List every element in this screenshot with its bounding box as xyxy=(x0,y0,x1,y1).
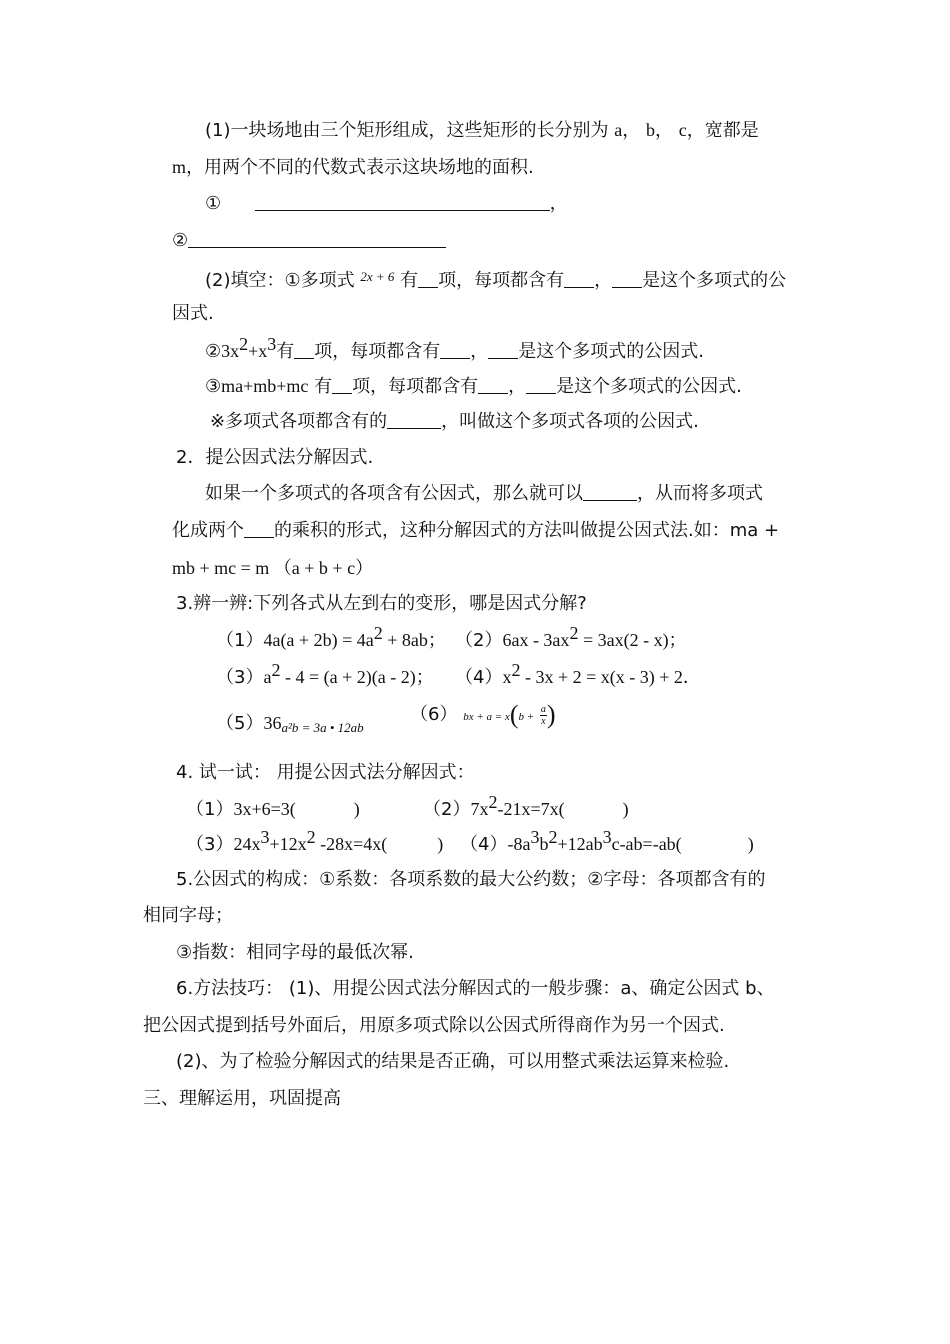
identify-row-2: $(3)a^2 - 4 = (a + 2)(a - 2)$； xyxy=(216,660,434,688)
answer-blank-2[interactable] xyxy=(188,229,446,248)
blank-definition-1[interactable] xyxy=(583,482,637,501)
fill-in-2: $②3x^2+x^3$有 项，每项都含有 ， 是这个多项式的公因式. xyxy=(205,334,705,362)
definition-line-1: 如果一个多项式的各项含有公因式，那么就可以 ，从而将多项式 xyxy=(205,483,763,504)
composition-line-3: ③指数：相同字母的最低次幂. xyxy=(176,942,414,963)
identify-row-1: $(1)4a(a + 2b) = 4a^2 + 8ab$； xyxy=(216,623,446,651)
fill-in-1: (2)填空：①多项式 $^{2x + 6}$ 有 项，每项都含有 ， 是这个多项式的公 xyxy=(205,269,787,291)
try-row-1: （1）3x+6=3( ) xyxy=(186,799,360,820)
blank-terms-3[interactable] xyxy=(332,375,352,394)
blank-common-1[interactable] xyxy=(612,269,642,288)
answer-line-2: ② xyxy=(172,229,446,253)
identify-row-3: （5）36a²b = 3a • 12ab xyxy=(216,713,364,735)
definition-example: mb + mc = m （a + b + c） xyxy=(172,558,374,578)
composition-line-2: 相同字母； xyxy=(143,905,233,926)
try-row-1b: $(2)7x^2-21x=7x$( ) xyxy=(423,792,629,820)
blank-contains-3[interactable] xyxy=(478,375,508,394)
fraction-a-over-x: $\frac{a}{x}$ xyxy=(540,703,546,727)
try-row-2: $(3)24x^3+12x^2$ -28x=4x( ) xyxy=(186,827,444,855)
blank-terms-2[interactable] xyxy=(294,340,314,359)
blank-note[interactable] xyxy=(387,410,441,429)
section-title-2: 2．提公因式法分解因式. xyxy=(176,447,374,468)
blank-common-2[interactable] xyxy=(488,340,518,359)
try-row-2b: $(4)-8a^3b^2+12ab^3c-ab=-ab$( ) xyxy=(460,827,754,855)
method-line-3: (2)、为了检验分解因式的结果是否正确，可以用整式乘法运算来检验. xyxy=(176,1051,730,1072)
identify-row-2b: $(4)x^2 - 3x + 2 = x(x - 3) + 2$． xyxy=(455,660,701,688)
problem-1-line-1: (1)一块场地由三个矩形组成，这些矩形的长分别为 a， b， c，宽都是 xyxy=(205,120,759,141)
fill-in-3: ③ma+mb+mc 有 项，每项都含有 ， 是这个多项式的公因式. xyxy=(205,376,742,397)
blank-definition-2[interactable] xyxy=(244,519,274,538)
identify-row-1b: $(2)6ax - 3ax^2 = 3ax(2 - x)$； xyxy=(455,623,687,651)
answer-line-1: ① ， xyxy=(205,193,568,214)
composition-line-1: 5.公因式的构成：①系数：各项系数的最大公约数；②字母：各项都含有的 xyxy=(176,869,766,890)
blank-contains-1[interactable] xyxy=(564,269,594,288)
problem-1-line-2: m，用两个不同的代数式表示这块场地的面积. xyxy=(172,157,534,178)
blank-common-3[interactable] xyxy=(526,375,556,394)
answer-blank-1[interactable] xyxy=(255,192,550,211)
blank-terms-1[interactable] xyxy=(418,269,438,288)
method-line-2: 把公因式提到括号外面后，用原多项式除以公因式所得商作为另一个因式. xyxy=(143,1015,725,1036)
common-factor-note: ※多项式各项都含有的 ，叫做这个多项式各项的公因式. xyxy=(210,411,699,432)
section-title-3: 3.辨一辨:下列各式从左到右的变形，哪是因式分解? xyxy=(176,593,587,614)
section-heading-3: 三、理解运用，巩固提高 xyxy=(143,1088,341,1109)
blank-contains-2[interactable] xyxy=(440,340,470,359)
fill-in-1-cont: 因式. xyxy=(172,303,214,324)
method-line-1: 6.方法技巧： (1)、用提公因式法分解因式的一般步骤：a、确定公因式 b、 xyxy=(176,978,775,999)
section-title-4: 4. 试一试： 用提公因式法分解因式： xyxy=(176,762,475,783)
definition-line-2: 化成两个 的乘积的形式，这种分解因式的方法叫做提公因式法.如：ma + xyxy=(172,520,780,541)
identify-row-3b: （6） bx + a = x(b + $\frac{a}{x}$ ) xyxy=(410,700,556,729)
